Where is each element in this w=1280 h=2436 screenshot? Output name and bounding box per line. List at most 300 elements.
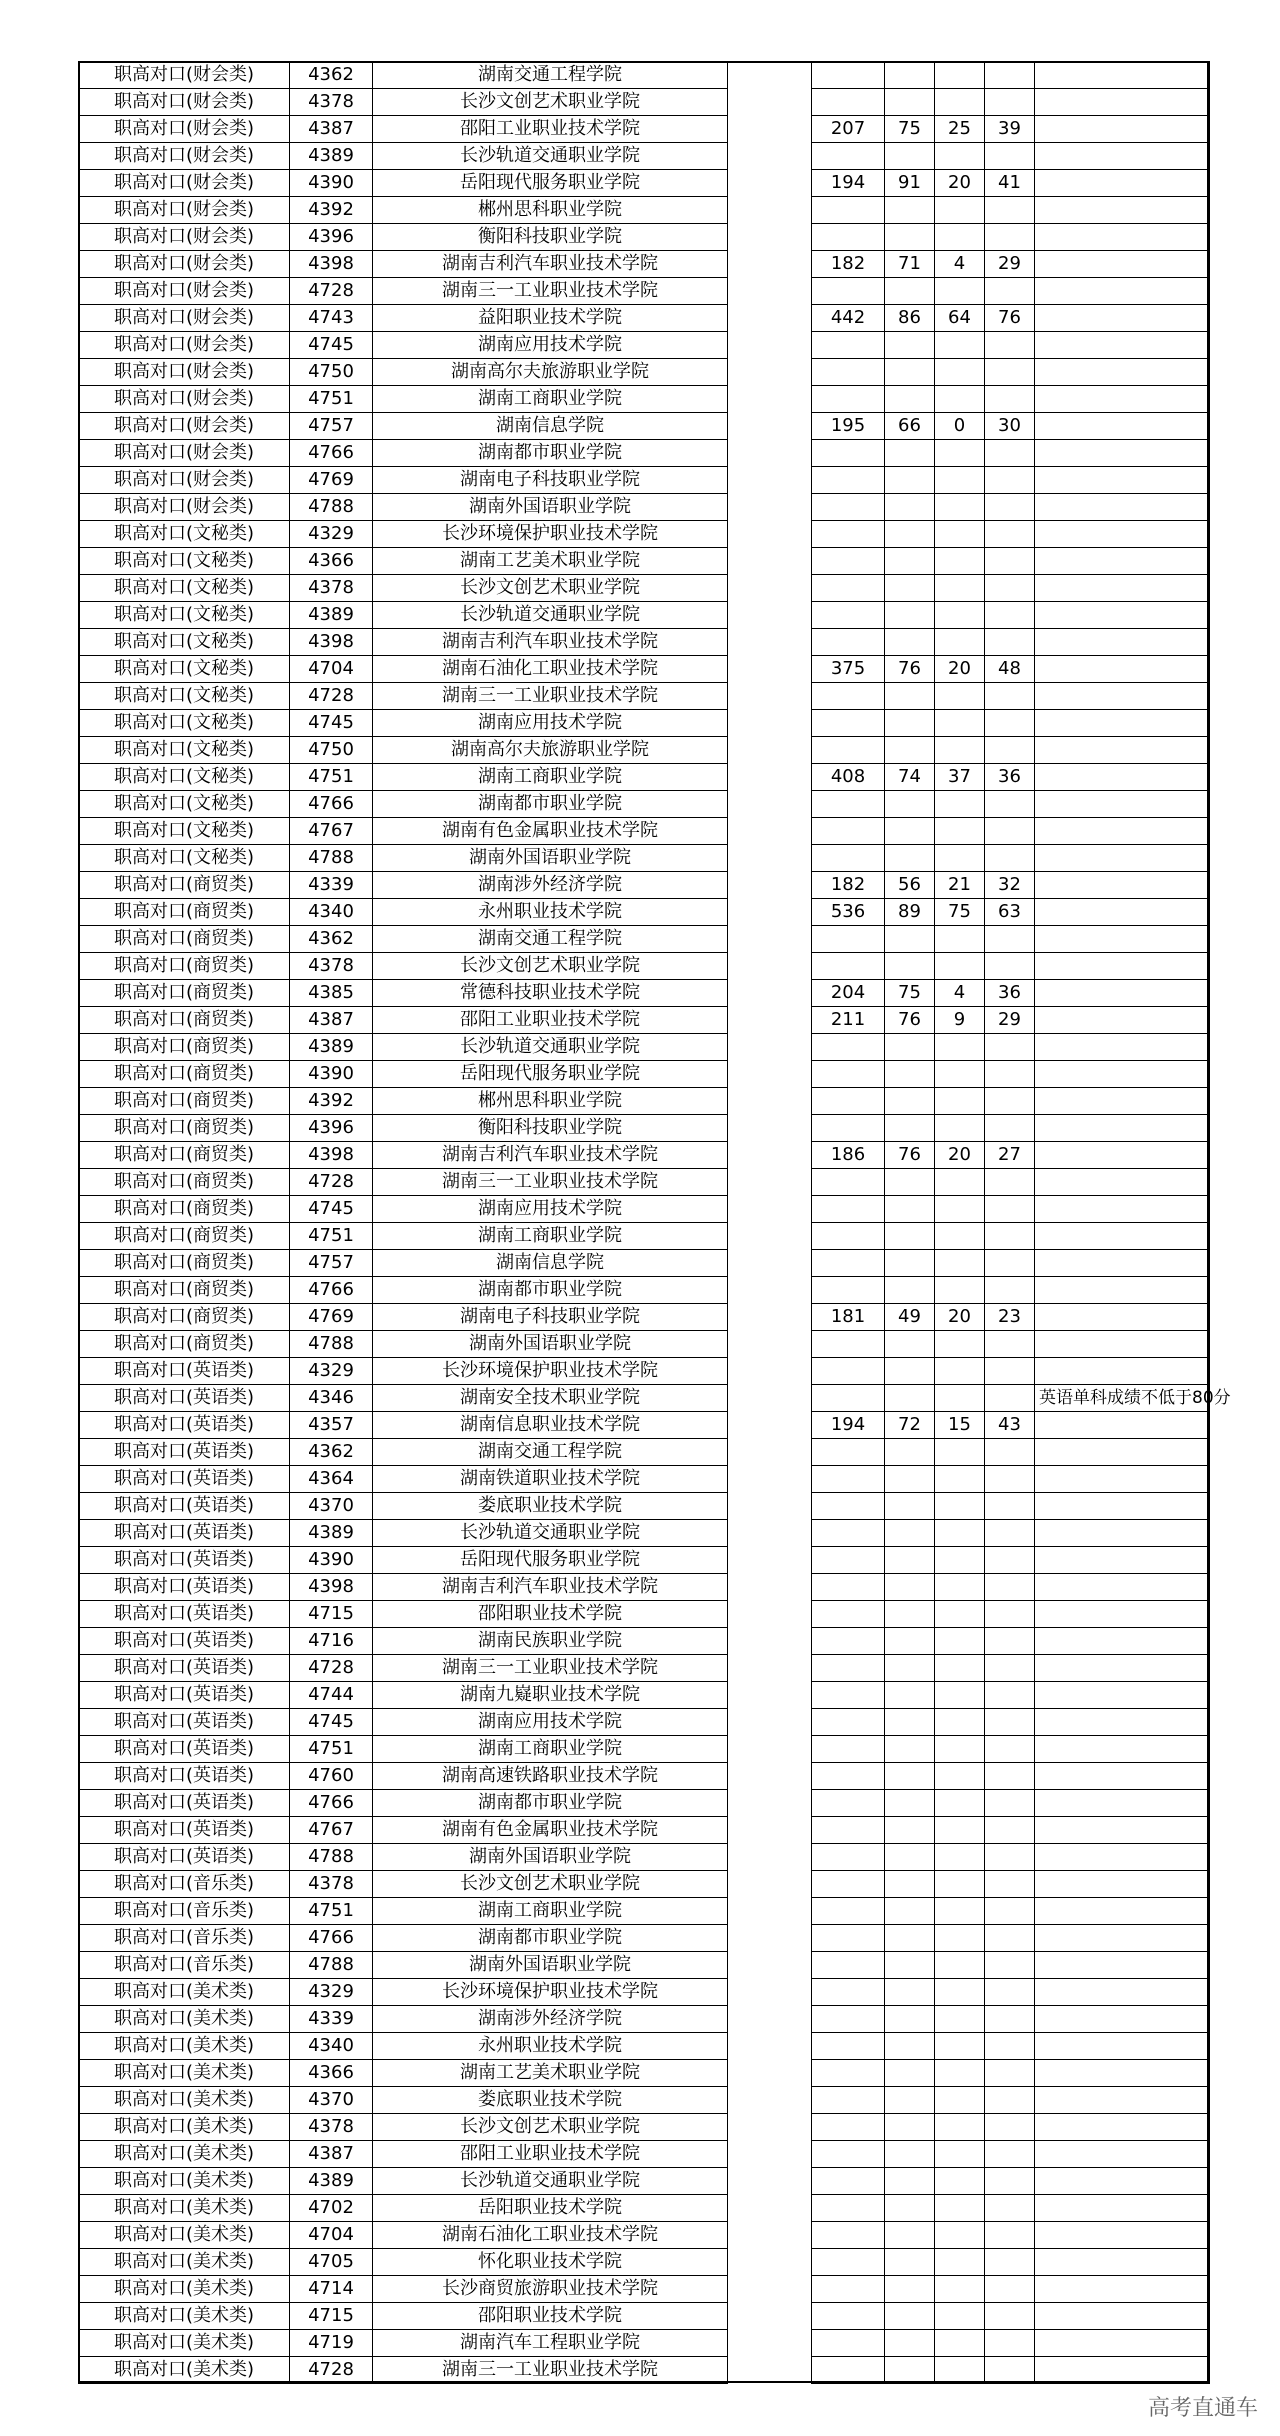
table-row bbox=[79, 1088, 1210, 1115]
plan-count-cell bbox=[812, 278, 885, 305]
score-b-cell: 20 bbox=[935, 170, 985, 197]
table-row bbox=[79, 1682, 1210, 1709]
score-a-cell: 56 bbox=[885, 872, 935, 899]
category-cell: 职高对口(财会类) bbox=[79, 170, 290, 197]
school-name-cell: 湖南外国语职业学院 bbox=[373, 1331, 728, 1358]
school-name-cell: 湖南民族职业学院 bbox=[373, 1628, 728, 1655]
note-cell bbox=[1035, 359, 1210, 386]
spacer-cell bbox=[728, 656, 812, 683]
score-c-cell bbox=[985, 359, 1035, 386]
score-c-cell: 23 bbox=[985, 1304, 1035, 1331]
note-cell bbox=[1035, 143, 1210, 170]
score-b-cell bbox=[935, 1655, 985, 1682]
plan-count-cell bbox=[812, 1709, 885, 1736]
school-name-cell: 湖南交通工程学院 bbox=[373, 1439, 728, 1466]
school-code-cell: 4366 bbox=[290, 2060, 373, 2087]
plan-count-cell: 186 bbox=[812, 1142, 885, 1169]
table-row bbox=[79, 1412, 1210, 1439]
category-cell: 职高对口(文秘类) bbox=[79, 764, 290, 791]
plan-count-cell bbox=[812, 1250, 885, 1277]
score-c-cell: 39 bbox=[985, 116, 1035, 143]
school-code-cell: 4788 bbox=[290, 494, 373, 521]
score-a-cell bbox=[885, 1196, 935, 1223]
school-code-cell: 4396 bbox=[290, 1115, 373, 1142]
note-cell bbox=[1035, 1979, 1210, 2006]
school-name-cell: 湖南三一工业职业技术学院 bbox=[373, 2357, 728, 2384]
school-name-cell: 湖南应用技术学院 bbox=[373, 710, 728, 737]
category-cell: 职高对口(文秘类) bbox=[79, 629, 290, 656]
score-c-cell bbox=[985, 953, 1035, 980]
category-cell: 职高对口(英语类) bbox=[79, 1817, 290, 1844]
category-cell: 职高对口(财会类) bbox=[79, 413, 290, 440]
school-name-cell: 湖南工商职业学院 bbox=[373, 1736, 728, 1763]
plan-count-cell bbox=[812, 1196, 885, 1223]
school-name-cell: 湖南工商职业学院 bbox=[373, 1898, 728, 1925]
school-name-cell: 湖南工商职业学院 bbox=[373, 1223, 728, 1250]
category-cell: 职高对口(商贸类) bbox=[79, 1196, 290, 1223]
category-cell: 职高对口(美术类) bbox=[79, 2087, 290, 2114]
spacer-cell bbox=[728, 710, 812, 737]
school-code-cell: 4788 bbox=[290, 1952, 373, 1979]
school-name-cell: 长沙文创艺术职业学院 bbox=[373, 2114, 728, 2141]
school-code-cell: 4751 bbox=[290, 764, 373, 791]
score-a-cell bbox=[885, 1871, 935, 1898]
score-b-cell bbox=[935, 2087, 985, 2114]
school-name-cell: 常德科技职业技术学院 bbox=[373, 980, 728, 1007]
category-cell: 职高对口(英语类) bbox=[79, 1574, 290, 1601]
score-c-cell bbox=[985, 1439, 1035, 1466]
plan-count-cell bbox=[812, 1736, 885, 1763]
category-cell: 职高对口(商贸类) bbox=[79, 980, 290, 1007]
school-name-cell: 湖南有色金属职业技术学院 bbox=[373, 818, 728, 845]
score-b-cell bbox=[935, 494, 985, 521]
spacer-cell bbox=[728, 224, 812, 251]
spacer-cell bbox=[728, 1223, 812, 1250]
plan-count-cell bbox=[812, 1763, 885, 1790]
category-cell: 职高对口(商贸类) bbox=[79, 872, 290, 899]
plan-count-cell: 204 bbox=[812, 980, 885, 1007]
score-b-cell bbox=[935, 89, 985, 116]
school-name-cell: 永州职业技术学院 bbox=[373, 2033, 728, 2060]
score-c-cell bbox=[985, 467, 1035, 494]
score-b-cell bbox=[935, 1439, 985, 1466]
score-b-cell bbox=[935, 1682, 985, 1709]
school-code-cell: 4704 bbox=[290, 656, 373, 683]
table-row bbox=[79, 1628, 1210, 1655]
spacer-cell bbox=[728, 62, 812, 89]
score-a-cell bbox=[885, 953, 935, 980]
table-row bbox=[79, 1169, 1210, 1196]
spacer-cell bbox=[728, 170, 812, 197]
spacer-cell bbox=[728, 386, 812, 413]
score-a-cell bbox=[885, 494, 935, 521]
score-b-cell bbox=[935, 1277, 985, 1304]
school-name-cell: 湖南高尔夫旅游职业学院 bbox=[373, 359, 728, 386]
school-name-cell: 湖南三一工业职业技术学院 bbox=[373, 1655, 728, 1682]
plan-count-cell bbox=[812, 1115, 885, 1142]
note-cell bbox=[1035, 1817, 1210, 1844]
school-code-cell: 4370 bbox=[290, 1493, 373, 1520]
score-a-cell: 71 bbox=[885, 251, 935, 278]
score-b-cell bbox=[935, 2249, 985, 2276]
note-cell bbox=[1035, 710, 1210, 737]
score-c-cell bbox=[985, 2303, 1035, 2330]
note-cell bbox=[1035, 2114, 1210, 2141]
category-cell: 职高对口(美术类) bbox=[79, 2249, 290, 2276]
category-cell: 职高对口(财会类) bbox=[79, 197, 290, 224]
spacer-cell bbox=[728, 1601, 812, 1628]
plan-count-cell bbox=[812, 1088, 885, 1115]
school-name-cell: 邵阳工业职业技术学院 bbox=[373, 116, 728, 143]
score-a-cell bbox=[885, 2276, 935, 2303]
school-name-cell: 湖南吉利汽车职业技术学院 bbox=[373, 251, 728, 278]
score-a-cell bbox=[885, 2168, 935, 2195]
note-cell bbox=[1035, 2060, 1210, 2087]
school-name-cell: 长沙文创艺术职业学院 bbox=[373, 89, 728, 116]
table-row bbox=[79, 143, 1210, 170]
spacer-cell bbox=[728, 575, 812, 602]
score-b-cell bbox=[935, 1574, 985, 1601]
table-row bbox=[79, 872, 1210, 899]
score-b-cell bbox=[935, 143, 985, 170]
table-row bbox=[79, 2303, 1210, 2330]
score-b-cell: 21 bbox=[935, 872, 985, 899]
school-code-cell: 4760 bbox=[290, 1763, 373, 1790]
school-code-cell: 4340 bbox=[290, 2033, 373, 2060]
spacer-cell bbox=[728, 1358, 812, 1385]
note-cell bbox=[1035, 1736, 1210, 1763]
score-b-cell bbox=[935, 2276, 985, 2303]
category-cell: 职高对口(财会类) bbox=[79, 278, 290, 305]
category-cell: 职高对口(财会类) bbox=[79, 89, 290, 116]
note-cell bbox=[1035, 386, 1210, 413]
plan-count-cell bbox=[812, 89, 885, 116]
category-cell: 职高对口(商贸类) bbox=[79, 1223, 290, 1250]
plan-count-cell bbox=[812, 467, 885, 494]
category-cell: 职高对口(文秘类) bbox=[79, 656, 290, 683]
note-cell bbox=[1035, 737, 1210, 764]
category-cell: 职高对口(商贸类) bbox=[79, 1034, 290, 1061]
note-cell bbox=[1035, 2249, 1210, 2276]
score-b-cell bbox=[935, 467, 985, 494]
score-c-cell bbox=[985, 1034, 1035, 1061]
plan-count-cell bbox=[812, 2033, 885, 2060]
table-row bbox=[79, 197, 1210, 224]
score-a-cell: 76 bbox=[885, 1142, 935, 1169]
school-code-cell: 4715 bbox=[290, 2303, 373, 2330]
school-name-cell: 湖南都市职业学院 bbox=[373, 440, 728, 467]
score-c-cell bbox=[985, 602, 1035, 629]
score-b-cell: 20 bbox=[935, 1142, 985, 1169]
category-cell: 职高对口(文秘类) bbox=[79, 791, 290, 818]
score-b-cell bbox=[935, 278, 985, 305]
school-code-cell: 4728 bbox=[290, 1169, 373, 1196]
school-name-cell: 岳阳现代服务职业学院 bbox=[373, 170, 728, 197]
school-code-cell: 4329 bbox=[290, 521, 373, 548]
score-a-cell bbox=[885, 1277, 935, 1304]
score-a-cell bbox=[885, 62, 935, 89]
school-name-cell: 岳阳现代服务职业学院 bbox=[373, 1547, 728, 1574]
score-b-cell bbox=[935, 683, 985, 710]
category-cell: 职高对口(文秘类) bbox=[79, 575, 290, 602]
school-code-cell: 4366 bbox=[290, 548, 373, 575]
plan-count-cell bbox=[812, 2141, 885, 2168]
score-c-cell bbox=[985, 2249, 1035, 2276]
score-c-cell bbox=[985, 440, 1035, 467]
score-c-cell bbox=[985, 1790, 1035, 1817]
spacer-cell bbox=[728, 1169, 812, 1196]
spacer-cell bbox=[728, 1925, 812, 1952]
spacer-cell bbox=[728, 2195, 812, 2222]
spacer-cell bbox=[728, 1493, 812, 1520]
score-b-cell bbox=[935, 710, 985, 737]
note-cell bbox=[1035, 1223, 1210, 1250]
table-row bbox=[79, 116, 1210, 143]
spacer-cell bbox=[728, 1898, 812, 1925]
score-b-cell: 20 bbox=[935, 1304, 985, 1331]
note-cell: 英语单科成绩不低于80分 bbox=[1035, 1385, 1210, 1412]
table-row bbox=[79, 2222, 1210, 2249]
spacer-cell bbox=[728, 1007, 812, 1034]
school-code-cell: 4396 bbox=[290, 224, 373, 251]
note-cell bbox=[1035, 2033, 1210, 2060]
plan-count-cell bbox=[812, 1817, 885, 1844]
score-b-cell bbox=[935, 224, 985, 251]
school-code-cell: 4387 bbox=[290, 116, 373, 143]
plan-count-cell bbox=[812, 440, 885, 467]
table-row bbox=[79, 1493, 1210, 1520]
category-cell: 职高对口(商贸类) bbox=[79, 1115, 290, 1142]
score-b-cell bbox=[935, 1763, 985, 1790]
school-name-cell: 湖南电子科技职业学院 bbox=[373, 1304, 728, 1331]
score-b-cell bbox=[935, 1520, 985, 1547]
note-cell bbox=[1035, 1601, 1210, 1628]
score-c-cell bbox=[985, 2006, 1035, 2033]
spacer-cell bbox=[728, 359, 812, 386]
table-row bbox=[79, 1439, 1210, 1466]
score-b-cell bbox=[935, 197, 985, 224]
table-row bbox=[79, 413, 1210, 440]
score-b-cell bbox=[935, 1979, 985, 2006]
spacer-cell bbox=[728, 926, 812, 953]
school-code-cell: 4788 bbox=[290, 1331, 373, 1358]
score-a-cell bbox=[885, 1601, 935, 1628]
plan-count-cell: 207 bbox=[812, 116, 885, 143]
score-a-cell bbox=[885, 440, 935, 467]
category-cell: 职高对口(英语类) bbox=[79, 1412, 290, 1439]
school-code-cell: 4769 bbox=[290, 1304, 373, 1331]
score-b-cell bbox=[935, 2195, 985, 2222]
school-name-cell: 湖南应用技术学院 bbox=[373, 332, 728, 359]
score-c-cell bbox=[985, 197, 1035, 224]
school-name-cell: 长沙文创艺术职业学院 bbox=[373, 1871, 728, 1898]
school-code-cell: 4766 bbox=[290, 440, 373, 467]
table-row bbox=[79, 1574, 1210, 1601]
score-b-cell: 37 bbox=[935, 764, 985, 791]
school-code-cell: 4378 bbox=[290, 953, 373, 980]
score-b-cell bbox=[935, 548, 985, 575]
note-cell bbox=[1035, 1763, 1210, 1790]
score-b-cell bbox=[935, 602, 985, 629]
note-cell bbox=[1035, 764, 1210, 791]
score-c-cell bbox=[985, 278, 1035, 305]
table-row bbox=[79, 170, 1210, 197]
note-cell bbox=[1035, 845, 1210, 872]
school-name-cell: 长沙轨道交通职业学院 bbox=[373, 1520, 728, 1547]
school-name-cell: 湖南交通工程学院 bbox=[373, 926, 728, 953]
table-row bbox=[79, 629, 1210, 656]
score-b-cell bbox=[935, 845, 985, 872]
school-code-cell: 4728 bbox=[290, 278, 373, 305]
school-code-cell: 4339 bbox=[290, 872, 373, 899]
note-cell bbox=[1035, 1844, 1210, 1871]
table-row bbox=[79, 737, 1210, 764]
spacer-cell bbox=[728, 2168, 812, 2195]
table-row bbox=[79, 2006, 1210, 2033]
note-cell bbox=[1035, 440, 1210, 467]
note-cell bbox=[1035, 1034, 1210, 1061]
spacer-cell bbox=[728, 143, 812, 170]
school-code-cell: 4370 bbox=[290, 2087, 373, 2114]
note-cell bbox=[1035, 872, 1210, 899]
school-name-cell: 湖南有色金属职业技术学院 bbox=[373, 1817, 728, 1844]
category-cell: 职高对口(商贸类) bbox=[79, 926, 290, 953]
note-cell bbox=[1035, 1547, 1210, 1574]
score-c-cell bbox=[985, 1979, 1035, 2006]
category-cell: 职高对口(英语类) bbox=[79, 1439, 290, 1466]
score-c-cell bbox=[985, 494, 1035, 521]
school-code-cell: 4751 bbox=[290, 386, 373, 413]
spacer-cell bbox=[728, 2330, 812, 2357]
score-c-cell bbox=[985, 818, 1035, 845]
table-row bbox=[79, 251, 1210, 278]
category-cell: 职高对口(美术类) bbox=[79, 2357, 290, 2384]
score-a-cell bbox=[885, 1682, 935, 1709]
note-cell bbox=[1035, 89, 1210, 116]
plan-count-cell bbox=[812, 1925, 885, 1952]
score-c-cell bbox=[985, 1061, 1035, 1088]
table-row bbox=[79, 683, 1210, 710]
category-cell: 职高对口(商贸类) bbox=[79, 1007, 290, 1034]
table-row bbox=[79, 602, 1210, 629]
school-code-cell: 4728 bbox=[290, 1655, 373, 1682]
school-name-cell: 湖南信息学院 bbox=[373, 413, 728, 440]
score-c-cell bbox=[985, 1115, 1035, 1142]
score-c-cell bbox=[985, 1223, 1035, 1250]
school-code-cell: 4714 bbox=[290, 2276, 373, 2303]
school-code-cell: 4362 bbox=[290, 62, 373, 89]
table-row bbox=[79, 2141, 1210, 2168]
plan-count-cell bbox=[812, 1628, 885, 1655]
table-row bbox=[79, 467, 1210, 494]
spacer-cell bbox=[728, 1331, 812, 1358]
category-cell: 职高对口(美术类) bbox=[79, 2168, 290, 2195]
score-b-cell bbox=[935, 1493, 985, 1520]
score-b-cell bbox=[935, 62, 985, 89]
score-b-cell bbox=[935, 1547, 985, 1574]
score-c-cell bbox=[985, 1331, 1035, 1358]
score-a-cell bbox=[885, 1331, 935, 1358]
score-a-cell bbox=[885, 1898, 935, 1925]
category-cell: 职高对口(财会类) bbox=[79, 251, 290, 278]
table-row bbox=[79, 332, 1210, 359]
note-cell bbox=[1035, 1007, 1210, 1034]
score-b-cell bbox=[935, 1871, 985, 1898]
score-b-cell bbox=[935, 1331, 985, 1358]
category-cell: 职高对口(文秘类) bbox=[79, 602, 290, 629]
score-b-cell bbox=[935, 440, 985, 467]
note-cell bbox=[1035, 170, 1210, 197]
note-cell bbox=[1035, 1628, 1210, 1655]
category-cell: 职高对口(美术类) bbox=[79, 2060, 290, 2087]
school-name-cell: 湖南吉利汽车职业技术学院 bbox=[373, 629, 728, 656]
spacer-cell bbox=[728, 845, 812, 872]
score-a-cell bbox=[885, 2195, 935, 2222]
score-a-cell bbox=[885, 197, 935, 224]
school-name-cell: 湖南都市职业学院 bbox=[373, 1790, 728, 1817]
table-row bbox=[79, 2033, 1210, 2060]
score-b-cell bbox=[935, 2330, 985, 2357]
school-name-cell: 长沙轨道交通职业学院 bbox=[373, 1034, 728, 1061]
school-name-cell: 湖南都市职业学院 bbox=[373, 791, 728, 818]
table-row bbox=[79, 1250, 1210, 1277]
table-row bbox=[79, 953, 1210, 980]
category-cell: 职高对口(英语类) bbox=[79, 1790, 290, 1817]
category-cell: 职高对口(商贸类) bbox=[79, 1331, 290, 1358]
school-code-cell: 4745 bbox=[290, 1709, 373, 1736]
school-name-cell: 湖南安全技术职业学院 bbox=[373, 1385, 728, 1412]
score-b-cell bbox=[935, 1115, 985, 1142]
score-b-cell bbox=[935, 332, 985, 359]
spacer-cell bbox=[728, 764, 812, 791]
spacer-cell bbox=[728, 1628, 812, 1655]
plan-count-cell bbox=[812, 2303, 885, 2330]
score-a-cell bbox=[885, 2141, 935, 2168]
score-c-cell bbox=[985, 926, 1035, 953]
spacer-cell bbox=[728, 1466, 812, 1493]
plan-count-cell bbox=[812, 1331, 885, 1358]
plan-count-cell: 211 bbox=[812, 1007, 885, 1034]
score-a-cell bbox=[885, 2060, 935, 2087]
note-cell bbox=[1035, 1682, 1210, 1709]
plan-count-cell bbox=[812, 197, 885, 224]
table-row bbox=[79, 710, 1210, 737]
spacer-cell bbox=[728, 791, 812, 818]
plan-count-cell: 408 bbox=[812, 764, 885, 791]
plan-count-cell bbox=[812, 1790, 885, 1817]
note-cell bbox=[1035, 1304, 1210, 1331]
category-cell: 职高对口(商贸类) bbox=[79, 1169, 290, 1196]
school-code-cell: 4339 bbox=[290, 2006, 373, 2033]
school-code-cell: 4362 bbox=[290, 926, 373, 953]
table-row bbox=[79, 305, 1210, 332]
school-name-cell: 湖南涉外经济学院 bbox=[373, 872, 728, 899]
spacer-cell bbox=[728, 494, 812, 521]
school-name-cell: 湖南吉利汽车职业技术学院 bbox=[373, 1142, 728, 1169]
score-a-cell bbox=[885, 278, 935, 305]
table-row bbox=[79, 224, 1210, 251]
plan-count-cell bbox=[812, 548, 885, 575]
score-c-cell bbox=[985, 521, 1035, 548]
score-c-cell bbox=[985, 2195, 1035, 2222]
score-a-cell bbox=[885, 1952, 935, 1979]
spacer-cell bbox=[728, 251, 812, 278]
table-row bbox=[79, 1898, 1210, 1925]
school-name-cell: 湖南应用技术学院 bbox=[373, 1196, 728, 1223]
school-code-cell: 4716 bbox=[290, 1628, 373, 1655]
score-b-cell bbox=[935, 1466, 985, 1493]
plan-count-cell bbox=[812, 1682, 885, 1709]
